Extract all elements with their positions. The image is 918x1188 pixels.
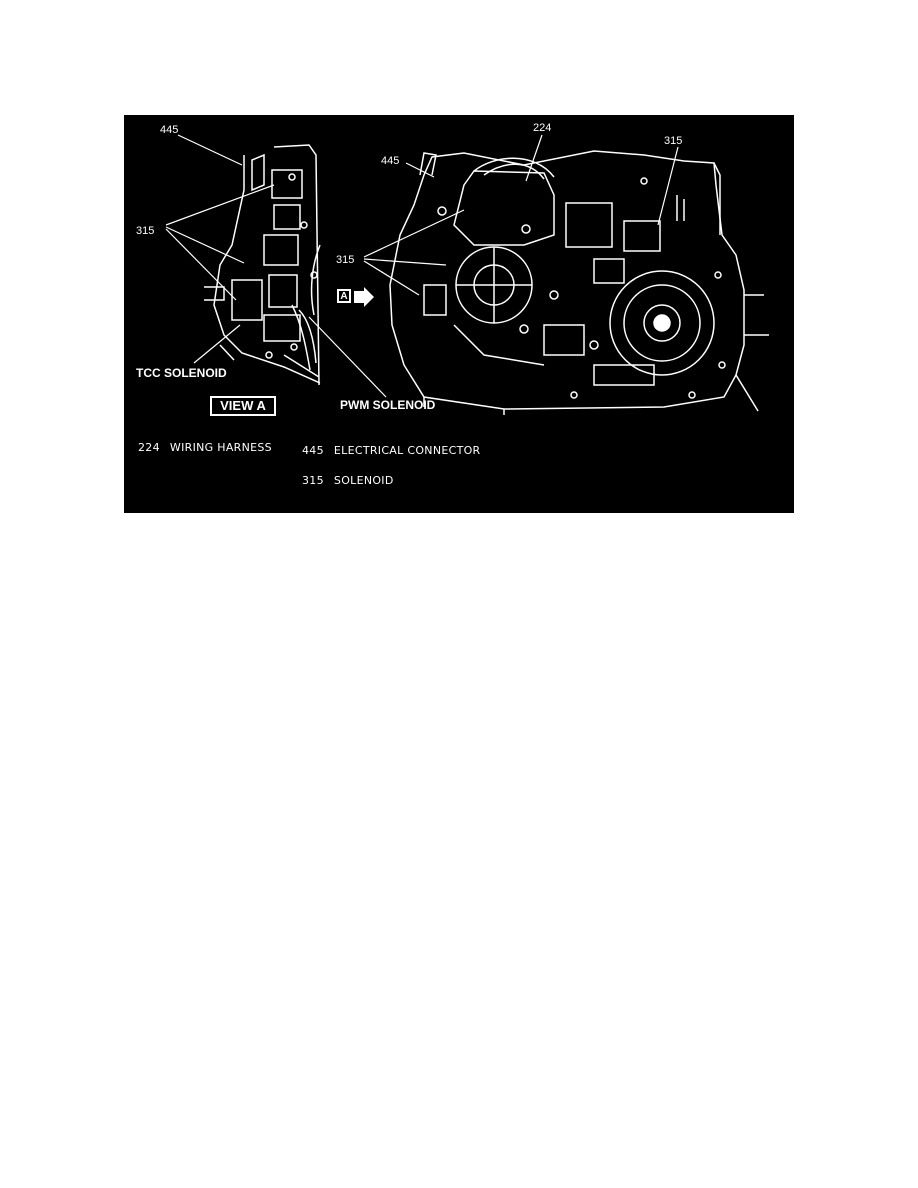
legend-item xyxy=(302,474,394,487)
transaxle-main xyxy=(390,151,769,415)
legend-item xyxy=(302,444,481,457)
callout-315-left: 315 xyxy=(136,225,155,237)
view-a-detail xyxy=(204,145,320,385)
legend-text: SOLENOID xyxy=(333,474,394,487)
callout-445-right: 445 xyxy=(381,155,400,167)
legend-item xyxy=(138,441,272,454)
tcc-solenoid-label: TCC SOLENOID xyxy=(136,366,227,380)
callout-445-left: 445 xyxy=(160,124,179,136)
view-a-arrow xyxy=(354,287,374,307)
pwm-solenoid-label: PWM SOLENOID xyxy=(340,398,436,412)
legend-text: WIRING HARNESS xyxy=(169,441,272,454)
callout-315-mid: 315 xyxy=(336,254,355,266)
legend-text: ELECTRICAL CONNECTOR xyxy=(333,444,481,457)
view-a-leaders xyxy=(166,135,386,397)
legend-number: 224 xyxy=(138,441,160,454)
legend-number: 445 xyxy=(302,444,324,457)
view-a-marker: A xyxy=(337,289,351,303)
callout-315-top: 315 xyxy=(664,135,683,147)
callout-224: 224 xyxy=(533,122,552,134)
transaxle-diagram xyxy=(124,115,794,513)
view-a-label: VIEW A xyxy=(210,396,276,416)
legend-number: 315 xyxy=(302,474,324,487)
